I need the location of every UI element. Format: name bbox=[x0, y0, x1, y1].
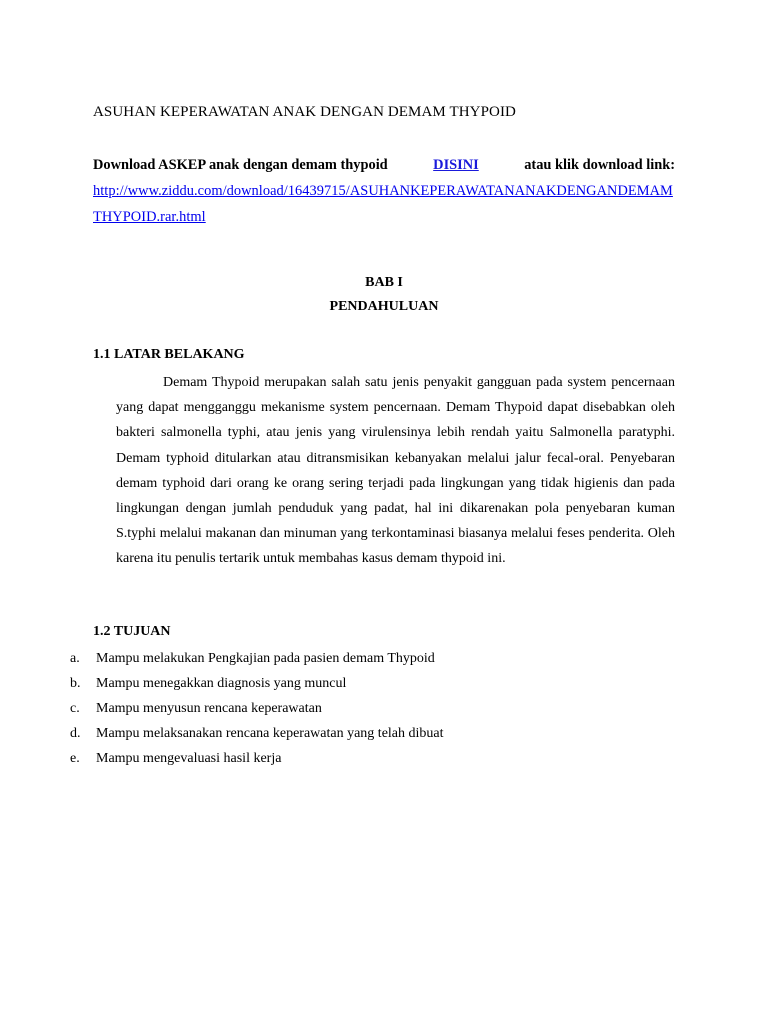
list-marker: e. bbox=[70, 751, 80, 766]
section-heading-tujuan: 1.2 TUJUAN bbox=[93, 624, 171, 639]
disini-link[interactable]: DISINI bbox=[433, 157, 479, 173]
list-marker: b. bbox=[70, 676, 81, 691]
list-item bbox=[70, 646, 444, 671]
latar-belakang-paragraph: Demam Thypoid merupakan salah satu jenis penyakit gangguan pada system pencernaan yang dapat mengganggu mekanisme system pencernaan. Demam Thypoid dapat disebabkan oleh bakteri salmonella typhi, atau jenis yang virulensinya lebih rendah yaitu Salmonella paratyphi. Demam typhoid ditularkan atau ditransmisikan kebanyakan melalui jalur fecal-oral. Penyebaran demam typhoid dari orang ke orang sering terjadi pada lingkungan yang tidak higienis dan pada lingkungan dengan jumlah penduduk yang padat, hal ini dikarenakan pola penyebaran kuman S.typhi melalui makanan dan minuman yang terkontaminasi biasanya melalui feses penderita. Oleh karena itu penulis tertarik untuk membahas kasus demam thypoid ini. bbox=[116, 375, 675, 567]
list-marker: d. bbox=[70, 726, 81, 741]
list-marker: c. bbox=[70, 701, 80, 716]
list-item-text: Mampu menyusun rencana keperawatan bbox=[96, 701, 322, 716]
list-item bbox=[70, 696, 444, 721]
list-item-text: Mampu menegakkan diagnosis yang muncul bbox=[96, 676, 347, 691]
list-item-text: Mampu melaksanakan rencana keperawatan yang telah dibuat bbox=[96, 726, 444, 741]
list-item-text: Mampu mengevaluasi hasil kerja bbox=[96, 751, 282, 766]
chapter-number: BAB I bbox=[365, 275, 403, 290]
tujuan-list bbox=[70, 646, 444, 771]
list-item bbox=[70, 746, 444, 771]
download-line bbox=[93, 152, 675, 178]
document-title: ASUHAN KEPERAWATAN ANAK DENGAN DEMAM THYPOID bbox=[93, 104, 516, 120]
download-prefix: Download ASKEP anak dengan demam thypoid bbox=[93, 157, 388, 173]
list-item bbox=[70, 671, 444, 696]
download-block bbox=[93, 152, 675, 230]
download-url-link[interactable]: http://www.ziddu.com/download/16439715/ASUHANKEPERAWATANANAKDENGANDEMAMTHYPOID.rar.html bbox=[93, 183, 673, 225]
download-suffix: atau klik download link: bbox=[524, 157, 675, 173]
list-item bbox=[70, 721, 444, 746]
chapter-name: PENDAHULUAN bbox=[329, 299, 439, 314]
section-heading-latar-belakang: 1.1 LATAR BELAKANG bbox=[93, 347, 245, 362]
list-item-text: Mampu melakukan Pengkajian pada pasien demam Thypoid bbox=[96, 651, 435, 666]
list-marker: a. bbox=[70, 651, 80, 666]
